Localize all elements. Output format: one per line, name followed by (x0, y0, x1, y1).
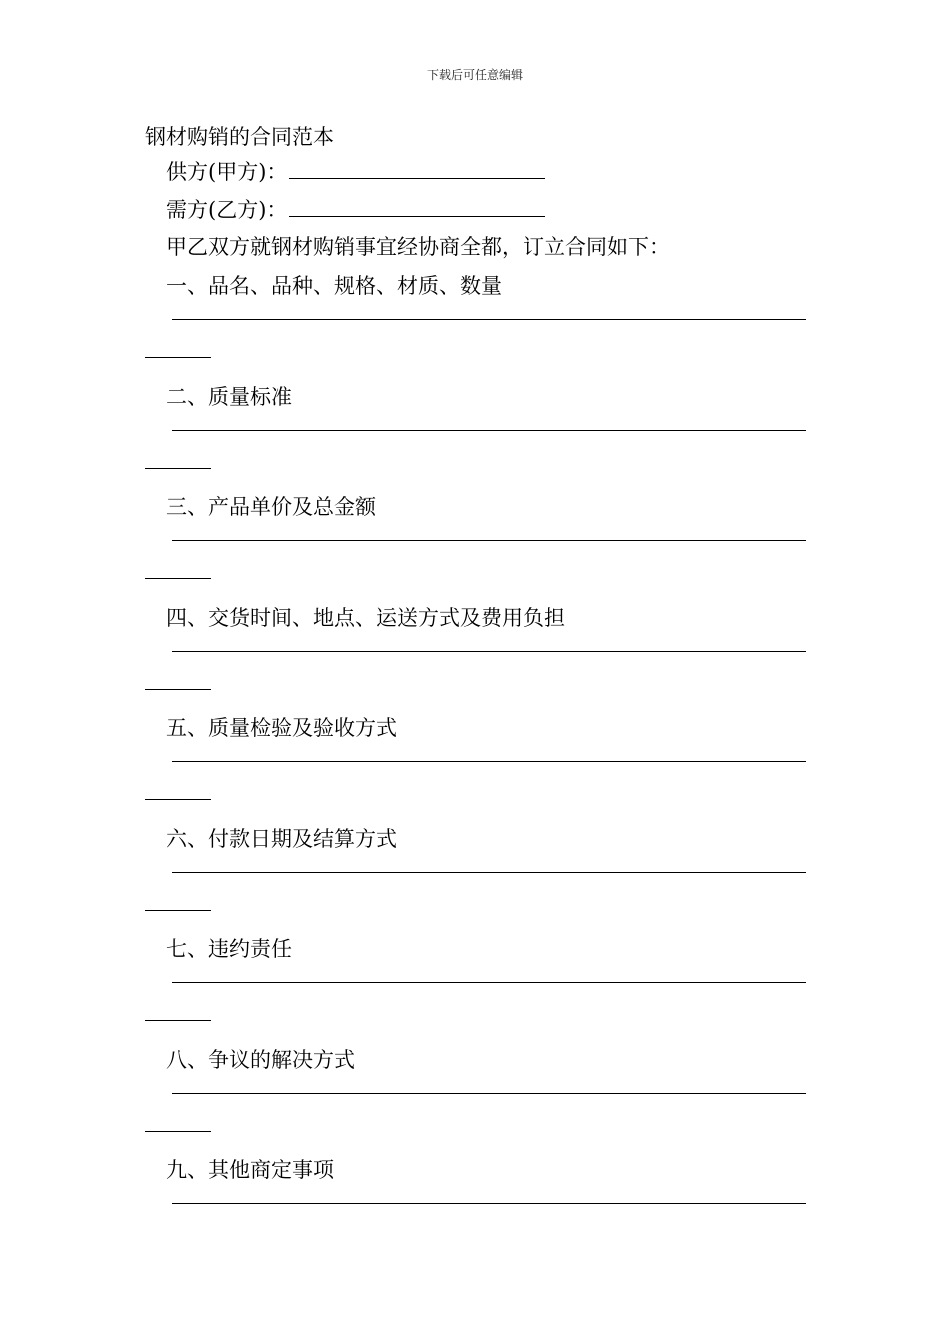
fill-line (172, 651, 806, 652)
fill-line-continuation (145, 799, 211, 800)
clause-section (0, 272, 950, 382)
clause-heading: 一、品名、品种、规格、材质、数量 (166, 274, 502, 298)
buyer-label: 需方(乙方)： (166, 198, 288, 222)
clause-section (0, 714, 950, 824)
buyer-line (166, 196, 545, 224)
clause-heading: 二、质量标准 (166, 385, 292, 409)
fill-line (172, 1203, 806, 1204)
supplier-line (166, 158, 545, 186)
contract-intro: 甲乙双方就钢材购销事宜经协商全都，订立合同如下： (166, 235, 670, 259)
supplier-blank (289, 158, 545, 179)
fill-line-continuation (145, 578, 211, 579)
clause-section (0, 493, 950, 603)
clause-section (0, 1156, 950, 1226)
clause-heading: 八、争议的解决方式 (166, 1048, 355, 1072)
clause-heading: 六、付款日期及结算方式 (166, 827, 397, 851)
clause-section (0, 935, 950, 1045)
fill-line (172, 1093, 806, 1094)
fill-line (172, 430, 806, 431)
fill-line-continuation (145, 1131, 211, 1132)
buyer-blank (289, 196, 545, 217)
clause-section (0, 383, 950, 493)
fill-line (172, 982, 806, 983)
clause-heading: 七、违约责任 (166, 937, 292, 961)
fill-line (172, 872, 806, 873)
page-header-note: 下载后可任意编辑 (426, 68, 523, 82)
clause-section (0, 604, 950, 714)
clause-section (0, 825, 950, 935)
fill-line-continuation (145, 689, 211, 690)
clause-section (0, 1046, 950, 1156)
clause-heading: 四、交货时间、地点、运送方式及费用负担 (166, 606, 565, 630)
document-title: 钢材购销的合同范本 (145, 125, 334, 149)
clause-heading: 五、质量检验及验收方式 (166, 716, 397, 740)
fill-line-continuation (145, 910, 211, 911)
fill-line (172, 319, 806, 320)
fill-line-continuation (145, 357, 211, 358)
fill-line (172, 540, 806, 541)
fill-line-continuation (145, 468, 211, 469)
clause-heading: 三、产品单价及总金额 (166, 495, 376, 519)
supplier-label: 供方(甲方)： (166, 160, 288, 184)
fill-line-continuation (145, 1020, 211, 1021)
fill-line (172, 761, 806, 762)
clause-heading: 九、其他商定事项 (166, 1158, 334, 1182)
